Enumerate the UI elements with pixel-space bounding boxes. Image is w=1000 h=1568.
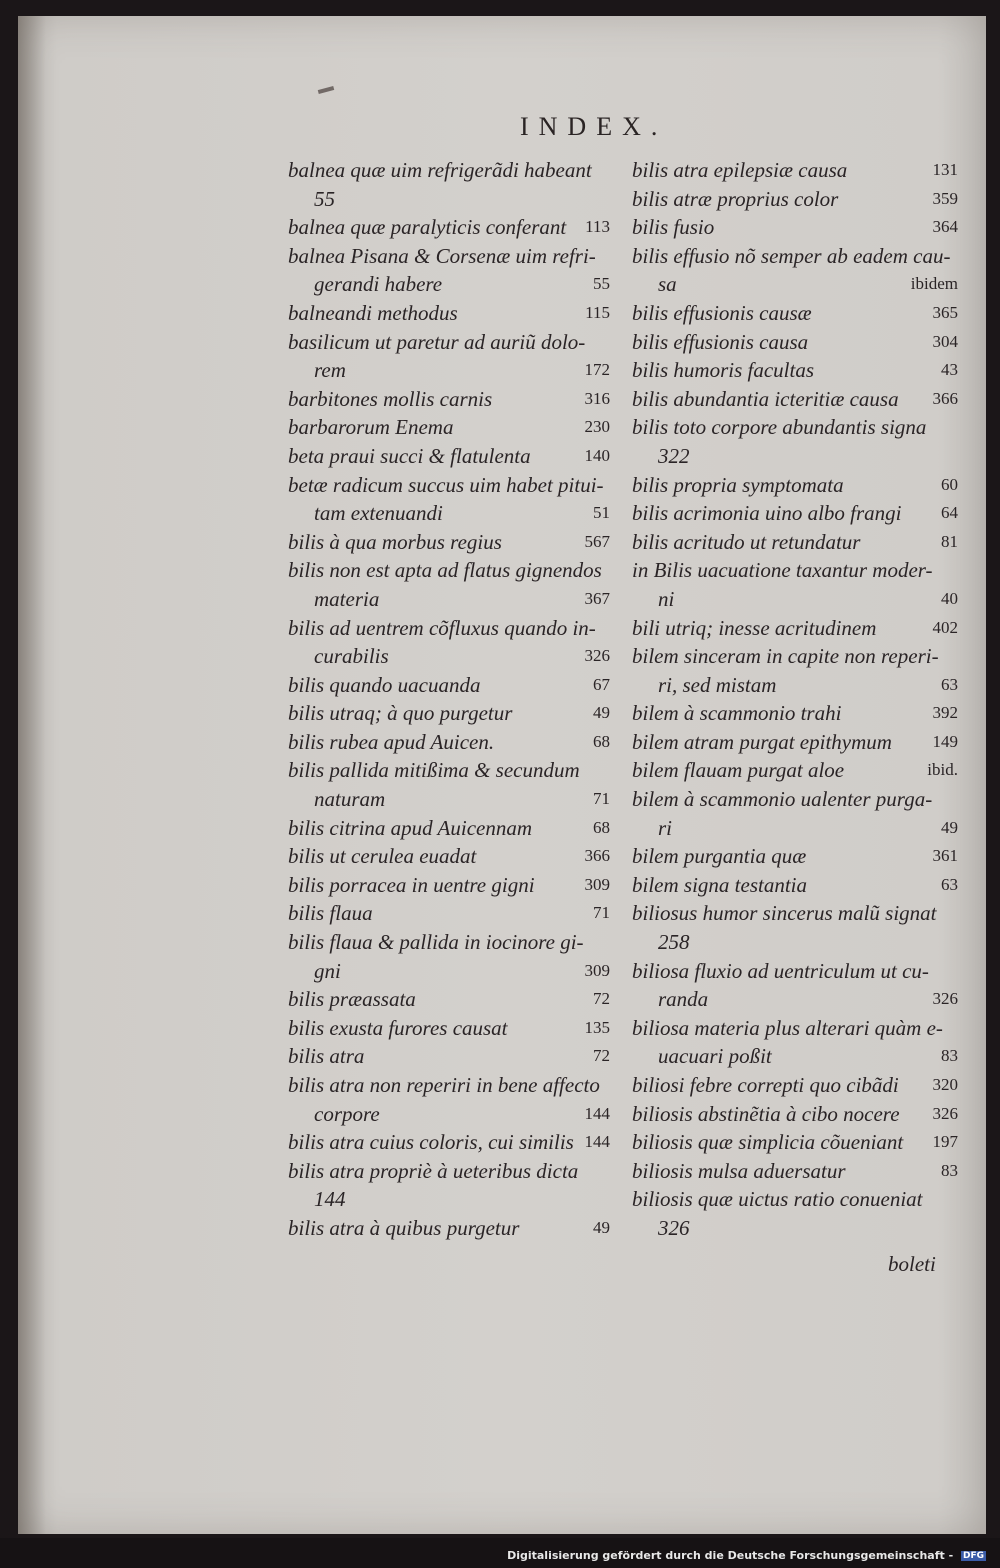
index-entry [288, 385, 610, 414]
index-entry [288, 413, 610, 442]
index-entry-line: bilis utraq; à quo purgetur 49 [288, 699, 610, 728]
page-number: 366 [584, 846, 610, 866]
index-entry-line: rem 172 [288, 356, 610, 385]
page-number: ibid. [927, 760, 958, 780]
index-entry [632, 957, 958, 1014]
index-entry-line: betæ radicum succus uim habet pitui- [288, 472, 604, 497]
index-entry [288, 842, 610, 871]
page-number: 304 [932, 331, 958, 351]
index-entry-line: bilis atra epilepsiæ causa 131 [632, 156, 958, 185]
index-entry-line: 144 [314, 1187, 346, 1212]
index-entry [288, 1128, 610, 1157]
index-entry [632, 556, 958, 613]
index-entry-line: uacuari poßit 83 [632, 1042, 958, 1071]
page-number: 149 [932, 731, 958, 751]
index-entry [632, 299, 958, 328]
index-entry-line: in Bilis uacuatione taxantur moder- [632, 558, 933, 583]
page-number: 68 [593, 731, 610, 751]
index-entry-line: biliosis quæ simplicia cõueniant 197 [632, 1128, 958, 1157]
page-number: 64 [941, 503, 958, 523]
index-entry-line: biliosa fluxio ad uentriculum ut cu- [632, 958, 929, 983]
index-entry-line: bilis citrina apud Auicennam 68 [288, 814, 610, 843]
index-entry [632, 328, 958, 357]
page-number: 320 [932, 1075, 958, 1094]
index-entry-line: bilem à scammonio trahi 392 [632, 699, 958, 728]
index-entry [632, 699, 958, 728]
index-entry [632, 528, 958, 557]
index-entry-line: bilis ad uentrem cõfluxus quando in- [288, 615, 596, 640]
index-entry [632, 1100, 958, 1129]
index-entry-line: randa 326 [632, 985, 958, 1014]
index-entry-line: bilem atram purgat epithymum 149 [632, 728, 958, 757]
page-number: 83 [941, 1046, 958, 1066]
index-entry-line: bilis propria symptomata 60 [632, 471, 958, 500]
page-number: 364 [932, 217, 958, 237]
index-column-left [288, 156, 610, 1243]
page-number: 83 [941, 1160, 958, 1180]
index-entry-line: curabilis 326 [288, 642, 610, 671]
digitization-credit [507, 1549, 986, 1562]
index-entry [288, 756, 610, 813]
page-number: 67 [593, 674, 610, 694]
page-number: 402 [932, 617, 958, 637]
index-entry-line: bilis effusio nõ semper ab eadem cau- [632, 243, 951, 268]
index-entry-line: 55 [314, 186, 335, 211]
page-number: 144 [584, 1132, 610, 1152]
index-entry-line: bilis atræ proprius color 359 [632, 185, 958, 214]
index-entry [288, 728, 610, 757]
page-number: 63 [941, 874, 958, 894]
index-entry-line: bilis effusionis causæ 365 [632, 299, 958, 328]
index-entry-line: balneandi methodus 115 [288, 299, 610, 328]
index-entry [632, 499, 958, 528]
page-number: 113 [585, 217, 610, 237]
index-entry [288, 1042, 610, 1071]
credit-text: Digitalisierung gefördert durch die Deutsche Forschungsgemeinschaft - [507, 1549, 954, 1562]
page-number: 367 [584, 588, 610, 608]
index-entry-line: bilem à scammonio ualenter purga- [632, 787, 933, 812]
index-entry-line: bili utriq; inesse acritudinem 402 [632, 614, 958, 643]
index-entry [288, 1214, 610, 1243]
page-number: 40 [941, 588, 958, 608]
page-number: 71 [593, 789, 610, 809]
index-entry [632, 1128, 958, 1157]
index-entry-line: bilis non est apta ad flatus gignendos [288, 558, 602, 583]
index-entry [632, 1185, 958, 1242]
index-entry [288, 671, 610, 700]
index-entry-line: 322 [658, 443, 690, 468]
index-entry-line: biliosus humor sincerus malũ signat [632, 901, 937, 926]
index-entry [288, 242, 610, 299]
index-entry-line: biliosis abstinẽtia à cibo nocere 326 [632, 1100, 958, 1129]
index-entry [632, 642, 958, 699]
index-entry-line: materia 367 [288, 585, 610, 614]
index-entry-line: 258 [658, 930, 690, 955]
index-entry-line: bilis præassata 72 [288, 985, 610, 1014]
index-entry-line: gni 309 [288, 957, 610, 986]
index-entry-line: bilem sinceram in capite non reperi- [632, 644, 939, 669]
index-entry-line: bilis à qua morbus regius 567 [288, 528, 610, 557]
index-entry-line: bilis ut cerulea euadat 366 [288, 842, 610, 871]
index-entry-line: bilis porracea in uentre gigni 309 [288, 871, 610, 900]
index-entry [632, 728, 958, 757]
index-entry-line: corpore 144 [288, 1100, 610, 1129]
page-number: 71 [593, 903, 610, 923]
index-entry-line: barbarorum Enema 230 [288, 413, 610, 442]
running-head: INDEX. [520, 112, 668, 141]
index-entry-line: bilis atra non reperiri in bene affecto [288, 1073, 600, 1097]
index-column-right [632, 156, 958, 1243]
catchword: boleti [888, 1252, 936, 1276]
index-entry-line: bilis quando uacuanda 67 [288, 671, 610, 700]
page-number: 60 [941, 474, 958, 494]
index-entry [632, 356, 958, 385]
index-entry [288, 871, 610, 900]
index-entry [632, 899, 958, 956]
page-number: 63 [941, 674, 958, 694]
index-entry-line: bilis effusionis causa 304 [632, 328, 958, 357]
index-entry [288, 528, 610, 557]
index-entry-line: bilem flauam purgat aloe ibid. [632, 756, 958, 785]
index-entry [632, 871, 958, 900]
index-entry-line: gerandi habere 55 [288, 270, 610, 299]
footer-bar [0, 1538, 1000, 1568]
index-entry-line: bilis toto corpore abundantis signa [632, 415, 927, 440]
page-number: 359 [932, 188, 958, 208]
page-number: 316 [584, 388, 610, 408]
page-number: 68 [593, 817, 610, 837]
index-entry [632, 756, 958, 785]
index-entry [632, 185, 958, 214]
page-number: 172 [584, 360, 610, 380]
index-entry [288, 328, 610, 385]
index-entry [288, 699, 610, 728]
index-entry [288, 614, 610, 671]
index-entry [288, 156, 610, 213]
index-entry-line: bilis rubea apud Auicen. 68 [288, 728, 610, 757]
index-entry-line: balnea quæ paralyticis conferant 113 [288, 213, 610, 242]
index-entry-line: bilis atra à quibus purgetur 49 [288, 1214, 610, 1243]
index-entry-line: balnea quæ uim refrigerãdi habeant [288, 158, 592, 182]
index-entry-line: basilicum ut paretur ad auriũ dolo- [288, 329, 586, 354]
index-entry [632, 385, 958, 414]
index-entry [288, 471, 610, 528]
page-number: 365 [932, 302, 958, 322]
index-entry-line: bilem signa testantia 63 [632, 871, 958, 900]
index-entry-line: beta praui succi & flatulenta 140 [288, 442, 610, 471]
page-number: 72 [593, 989, 610, 1009]
index-entry [288, 814, 610, 843]
index-entry-line: bilis flaua 71 [288, 899, 610, 928]
index-entry-line: bilis atra propriè à ueteribus dicta [288, 1158, 579, 1183]
page-number: 140 [584, 445, 610, 465]
index-entry [632, 1071, 958, 1100]
index-entry [288, 1014, 610, 1043]
page-number: 55 [593, 274, 610, 294]
index-entry [288, 1071, 610, 1128]
page-number: 49 [593, 703, 610, 723]
page-number: 326 [932, 989, 958, 1009]
index-entry [632, 785, 958, 842]
index-entry-line: 326 [658, 1215, 690, 1240]
page-number: 326 [584, 646, 610, 666]
page-number: 309 [584, 960, 610, 980]
index-entry-line: balnea Pisana & Corsenæ uim refri- [288, 243, 596, 268]
index-entry-line: bilis atra 72 [288, 1042, 610, 1071]
index-entry-line: barbitones mollis carnis 316 [288, 385, 610, 414]
index-entry-line: bilis flaua & pallida in iocinore gi- [288, 930, 584, 955]
index-entry-line: naturam 71 [288, 785, 610, 814]
index-entry-line: bilis abundantia icteritiæ causa 366 [632, 385, 958, 414]
index-entry [632, 614, 958, 643]
page-number: 49 [593, 1217, 610, 1237]
index-entry-line: bilis fusio 364 [632, 213, 958, 242]
index-entry-line: bilis acrimonia uino albo frangi 64 [632, 499, 958, 528]
index-entry-line: bilem purgantia quæ 361 [632, 842, 958, 871]
index-entry-line: biliosi febre correpti quo cibãdi 320 [632, 1071, 958, 1100]
page-number: 326 [932, 1103, 958, 1123]
page-number: 144 [584, 1103, 610, 1123]
page-number: 72 [593, 1046, 610, 1066]
page-number: 361 [932, 846, 958, 866]
page-number: 230 [584, 417, 610, 437]
index-entry-line: bilis atra cuius coloris, cui similis 144 [288, 1128, 610, 1157]
index-entry-line: bilis acritudo ut retundatur 81 [632, 528, 958, 557]
page-number: 135 [584, 1017, 610, 1037]
index-entry [288, 1157, 610, 1214]
index-entry [288, 213, 610, 242]
index-entry [288, 299, 610, 328]
page-number: 115 [585, 302, 610, 322]
index-entry [632, 471, 958, 500]
page-number: 392 [932, 703, 958, 723]
page-number: 49 [941, 817, 958, 837]
index-entry [632, 1157, 958, 1186]
index-entry-line: ri 49 [632, 814, 958, 843]
page-number: 51 [593, 503, 610, 523]
index-entry [288, 985, 610, 1014]
index-entry-line: tam extenuandi 51 [288, 499, 610, 528]
page-number: 43 [941, 360, 958, 380]
index-entry-line: ri, sed mistam 63 [632, 671, 958, 700]
index-entry [288, 442, 610, 471]
index-entry-line: bilis exusta furores causat 135 [288, 1014, 610, 1043]
page-number: 567 [584, 531, 610, 551]
index-entry [632, 1014, 958, 1071]
index-entry [288, 899, 610, 928]
index-entry-line: bilis pallida mitißima & secundum [288, 758, 580, 783]
page-number: 81 [941, 531, 958, 551]
page-number: 366 [932, 388, 958, 408]
index-entry [632, 842, 958, 871]
page-number: ibidem [910, 274, 958, 294]
page-number: 131 [932, 160, 958, 179]
index-entry [632, 413, 958, 470]
dfg-logo: DFG [962, 1551, 984, 1561]
index-entry-line: bilis humoris facultas 43 [632, 356, 958, 385]
page-number: 197 [932, 1132, 958, 1152]
page-number: 309 [584, 874, 610, 894]
gutter-shadow [18, 16, 46, 1534]
index-entry-line: biliosis mulsa aduersatur 83 [632, 1157, 958, 1186]
index-entry [288, 928, 610, 985]
index-entry-line: sa ibidem [632, 270, 958, 299]
index-entry [288, 556, 610, 613]
index-entry [632, 213, 958, 242]
index-entry [632, 242, 958, 299]
index-entry-line: ni 40 [632, 585, 958, 614]
index-entry [632, 156, 958, 185]
index-entry-line: biliosis quæ uictus ratio conueniat [632, 1187, 923, 1212]
index-entry-line: biliosa materia plus alterari quàm e- [632, 1015, 943, 1040]
